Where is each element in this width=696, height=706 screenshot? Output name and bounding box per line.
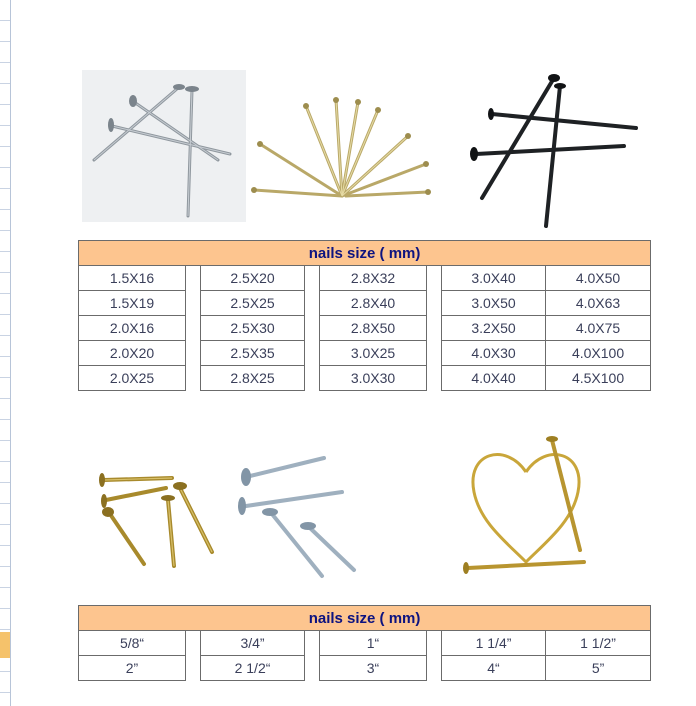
size-cell: 3“ [320,656,427,681]
size-cell: 2” [79,656,186,681]
size-cell: 4.0X100 [546,341,651,366]
size-cell: 4.0X40 [442,366,546,391]
selected-row-marker [0,632,11,658]
photo-heart-hook-nail [456,432,596,582]
photo-black-nails [460,72,640,230]
size-cell: 3.0X30 [320,366,427,391]
size-cell: 4“ [442,656,546,681]
table-row [79,341,651,366]
size-cell: 1 1/4” [442,631,546,656]
size-cell: 2.8X32 [320,266,427,291]
size-cell: 2.0X20 [79,341,186,366]
size-cell: 2.8X40 [320,291,427,316]
size-cell: 1.5X16 [79,266,186,291]
table-row [79,266,651,291]
size-cell: 4.0X63 [546,291,651,316]
size-cell: 3.2X50 [442,316,546,341]
size-cell: 2.8X25 [201,366,305,391]
size-cell: 3.0X25 [320,341,427,366]
nail-size-table-mm [78,240,651,391]
size-cell: 2.5X25 [201,291,305,316]
table-row [79,316,651,341]
size-cell: 3.0X50 [442,291,546,316]
table-row [79,366,651,391]
size-cell: 5” [546,656,651,681]
table-row [79,631,651,656]
table-title: nails size ( mm) [79,606,651,631]
size-cell: 5/8“ [79,631,186,656]
size-cell: 2.5X35 [201,341,305,366]
photo-silver-nails [82,70,246,222]
size-cell: 1 1/2” [546,631,651,656]
size-cell: 2.0X16 [79,316,186,341]
size-cell: 2.5X30 [201,316,305,341]
size-cell: 3.0X40 [442,266,546,291]
spreadsheet-row-gutter [0,0,11,706]
photo-brass-nails [94,470,218,570]
size-cell: 2.0X25 [79,366,186,391]
size-cell: 1.5X19 [79,291,186,316]
photo-galvanized-nails [232,448,362,584]
size-cell: 3/4” [201,631,305,656]
table-row [79,656,651,681]
table-row [79,291,651,316]
size-cell: 2 1/2“ [201,656,305,681]
size-cell: 4.0X75 [546,316,651,341]
size-cell: 4.5X100 [546,366,651,391]
size-cell: 2.5X20 [201,266,305,291]
size-cell: 2.8X50 [320,316,427,341]
photo-yellow-nails-fan [250,96,432,200]
table-title: nails size ( mm) [79,241,651,266]
size-cell: 1“ [320,631,427,656]
nail-size-table-inch [78,605,651,681]
size-cell: 4.0X50 [546,266,651,291]
size-cell: 4.0X30 [442,341,546,366]
